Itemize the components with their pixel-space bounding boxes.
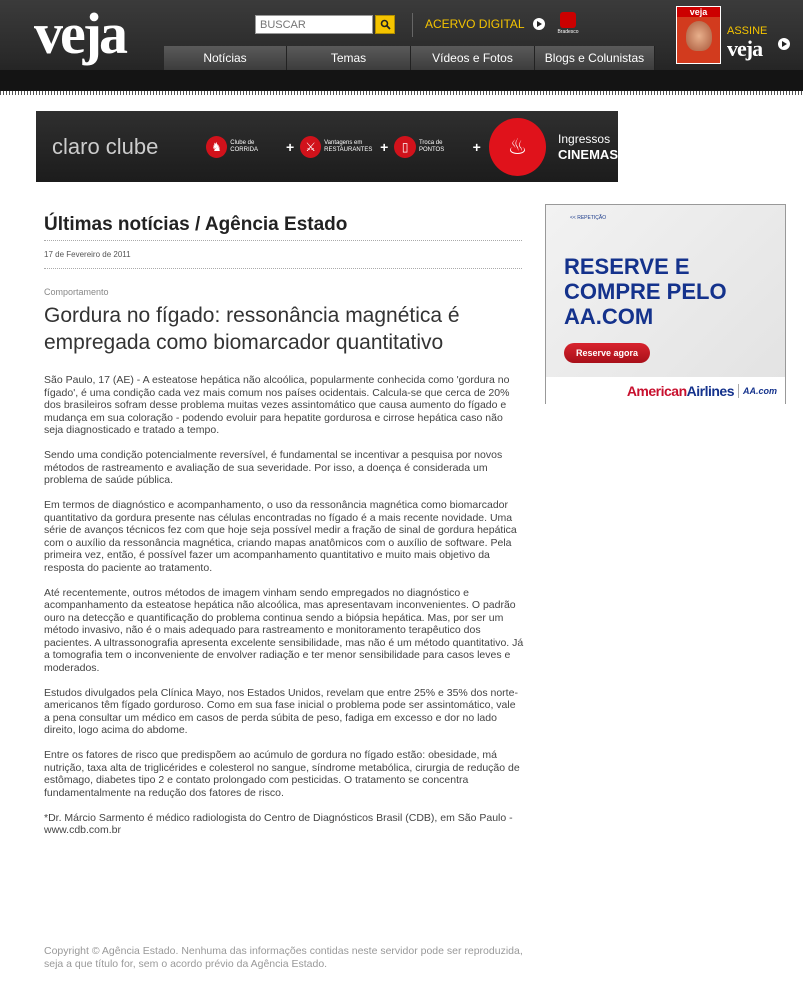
- nav-blogs-colunistas[interactable]: Blogs e Colunistas: [535, 46, 655, 70]
- brand-part1: American: [626, 382, 687, 399]
- assine-veja-logo[interactable]: veja: [727, 36, 763, 61]
- plus-icon: +: [285, 138, 295, 155]
- cinema-line1: Ingressos: [558, 131, 611, 146]
- divider: [44, 268, 522, 269]
- brand-part2: Airlines: [686, 382, 734, 399]
- ad-background: [546, 205, 785, 377]
- claro-cinema-text: [558, 131, 618, 163]
- search-input[interactable]: [255, 15, 373, 34]
- section-title: Últimas notícias / Agência Estado: [44, 214, 348, 235]
- runner-icon: ♞: [206, 136, 227, 158]
- cutlery-icon: ⚔: [300, 136, 321, 158]
- nav-strip: [0, 70, 803, 91]
- claro-clube-logo: claro clube: [52, 133, 159, 159]
- divider: [44, 240, 522, 241]
- article-category: Comportamento: [44, 287, 109, 297]
- plus-icon: +: [472, 138, 481, 155]
- american-airlines-ad[interactable]: [545, 204, 786, 404]
- nav-temas[interactable]: Temas: [287, 46, 411, 70]
- header-divider: [0, 91, 803, 95]
- site-header: [0, 0, 803, 95]
- reserve-button[interactable]: Reserve agora: [564, 343, 650, 363]
- article-paragraph: São Paulo, 17 (AE) - A esteatose hepática não alcoólica, popularmente conhecida como 'gordura no fígado', é uma condição cada vez mais comum nos países ocidentais. Calcula-se que cerca de 20% dos brasileiros sofram desse problema muitas vezes assintomático que causa aumento do fígado e mudança em sua coloração - podendo evoluir para hepatite gordurosa e cirrose hepática caso não seja diagnosticado e tratado a tempo.: [44, 374, 510, 436]
- assine-arrow-icon[interactable]: [778, 38, 790, 50]
- american-airlines-logo: [546, 377, 785, 404]
- article-headline: Gordura no fígado: ressonância magnética é empregada como biomarcador quantitativo: [44, 304, 460, 354]
- acervo-arrow-icon[interactable]: [533, 18, 545, 30]
- phone-icon: ▯: [394, 136, 416, 158]
- claro-clube-banner[interactable]: [36, 111, 618, 182]
- magazine-cover[interactable]: [676, 6, 721, 64]
- assine-label[interactable]: ASSINE: [727, 25, 768, 37]
- ad-repeat-link[interactable]: << REPETIÇÃO: [570, 215, 607, 221]
- article-paragraph: Em termos de diagnóstico e acompanhamento, o uso da ressonância magnética como biomarcador quantitativo da gordura presente nas células encontradas no fígado é a mais recente novidade. Uma série de avanços técnicos fez com que hoje seja possível medir a fração de sinal de gordura hepática com o auxílio da ressonância magnética, criando mapas anatômicos com o auxílio de software. Pela primeira vez, então, é possível fazer um acompanhamento quantitativo e muito mais objetivo da resposta do paciente ao tratamento.: [44, 499, 517, 574]
- bradesco-sponsor[interactable]: [557, 12, 579, 35]
- nav-noticias[interactable]: Notícias: [164, 46, 287, 70]
- claro-item-label: Clube de CORRIDA: [230, 139, 258, 153]
- bradesco-logo-icon: [560, 12, 576, 28]
- magazine-cover-image: [686, 21, 712, 51]
- claro-item-pontos: [394, 136, 468, 158]
- claro-item-label: Troca de PONTOS: [418, 139, 445, 153]
- bradesco-label: Bradesco: [557, 29, 579, 35]
- main-nav: [164, 46, 655, 70]
- article-author-note: *Dr. Márcio Sarmento é médico radiologista do Centro de Diagnósticos Brasil (CDB), em São Paulo - www.cdb.com.br: [44, 811, 513, 836]
- article-body: [44, 374, 524, 849]
- copyright-notice: Copyright © Agência Estado. Nenhuma das informações contidas neste servidor pode ser reproduzida, seja a que título for, sem o acordo prévio da Agência Estado.: [44, 945, 523, 970]
- article-paragraph: Sendo uma condição potencialmente reversível, é fundamental se incentivar a pesquisa por novos métodos de rastreamento e avaliação de sua severidade. Por isso, a doença é considerada um problema de saúde pública.: [44, 449, 503, 486]
- veja-logo[interactable]: veja: [34, 1, 126, 66]
- brand-separator: [738, 384, 739, 398]
- claro-item-corrida: [206, 136, 282, 158]
- acervo-digital-link[interactable]: ACERVO DIGITAL: [425, 17, 525, 31]
- ad-headline: RESERVE E COMPRE PELO AA.COM: [564, 254, 727, 329]
- article-paragraph: Estudos divulgados pela Clínica Mayo, nos Estados Unidos, revelam que entre 25% e 35% dos norte-americanos têm fígado gorduroso. Como em sua fase inicial o problema pode ser assintomático, vale a pena consultar um médico em casos de perda súbita de peso, fadiga em excesso e dor no lado direito, logo acima do abdome.: [44, 686, 518, 736]
- article-paragraph: Entre os fatores de risco que predispõem ao acúmulo de gordura no fígado estão: obesidade, má nutrição, taxa alta de triglicérides e colesterol no sangue, síndrome metabólica, cirurgia de redução de estômago, diabetes tipo 2 e contato prolongado com pesticidas. O tratamento se concentra fundamentalmente na redução dos fatores de risco.: [44, 749, 520, 799]
- cinema-line2: CINEMAS: [558, 146, 618, 162]
- popcorn-icon: ♨: [489, 118, 546, 176]
- claro-item-restaurantes: [300, 136, 376, 158]
- plus-icon: +: [380, 138, 389, 155]
- brand-site: AA.com: [742, 385, 777, 396]
- claro-item-label: Vantagens em RESTAURANTES: [324, 139, 373, 153]
- magazine-title: veja: [677, 7, 720, 17]
- search-button[interactable]: [375, 15, 395, 34]
- header-separator: [412, 13, 413, 37]
- nav-videos-fotos[interactable]: Vídeos e Fotos: [411, 46, 535, 70]
- article-date: 17 de Fevereiro de 2011: [44, 250, 131, 259]
- search-icon: [380, 19, 391, 30]
- article-paragraph: Até recentemente, outros métodos de imagem vinham sendo empregados no diagnóstico e acompanhamento da esteatose hepática não alcoólica, mas apresentavam inconvenientes. O padrão ouro na detecção e quantificação do problema continua sendo a biópsia hepática. Mas, por ser um método invasivo, não é o mais adequado para rastreamento e monitoramento terapêutico dos pacientes. A ultrassonografia apresenta excelente sensibilidade, mas não é um método quantitativo. Já a tomografia tem o inconveniente de envolver radiação e ter menor sensibilidade para casos leves e moderados.: [44, 586, 524, 674]
